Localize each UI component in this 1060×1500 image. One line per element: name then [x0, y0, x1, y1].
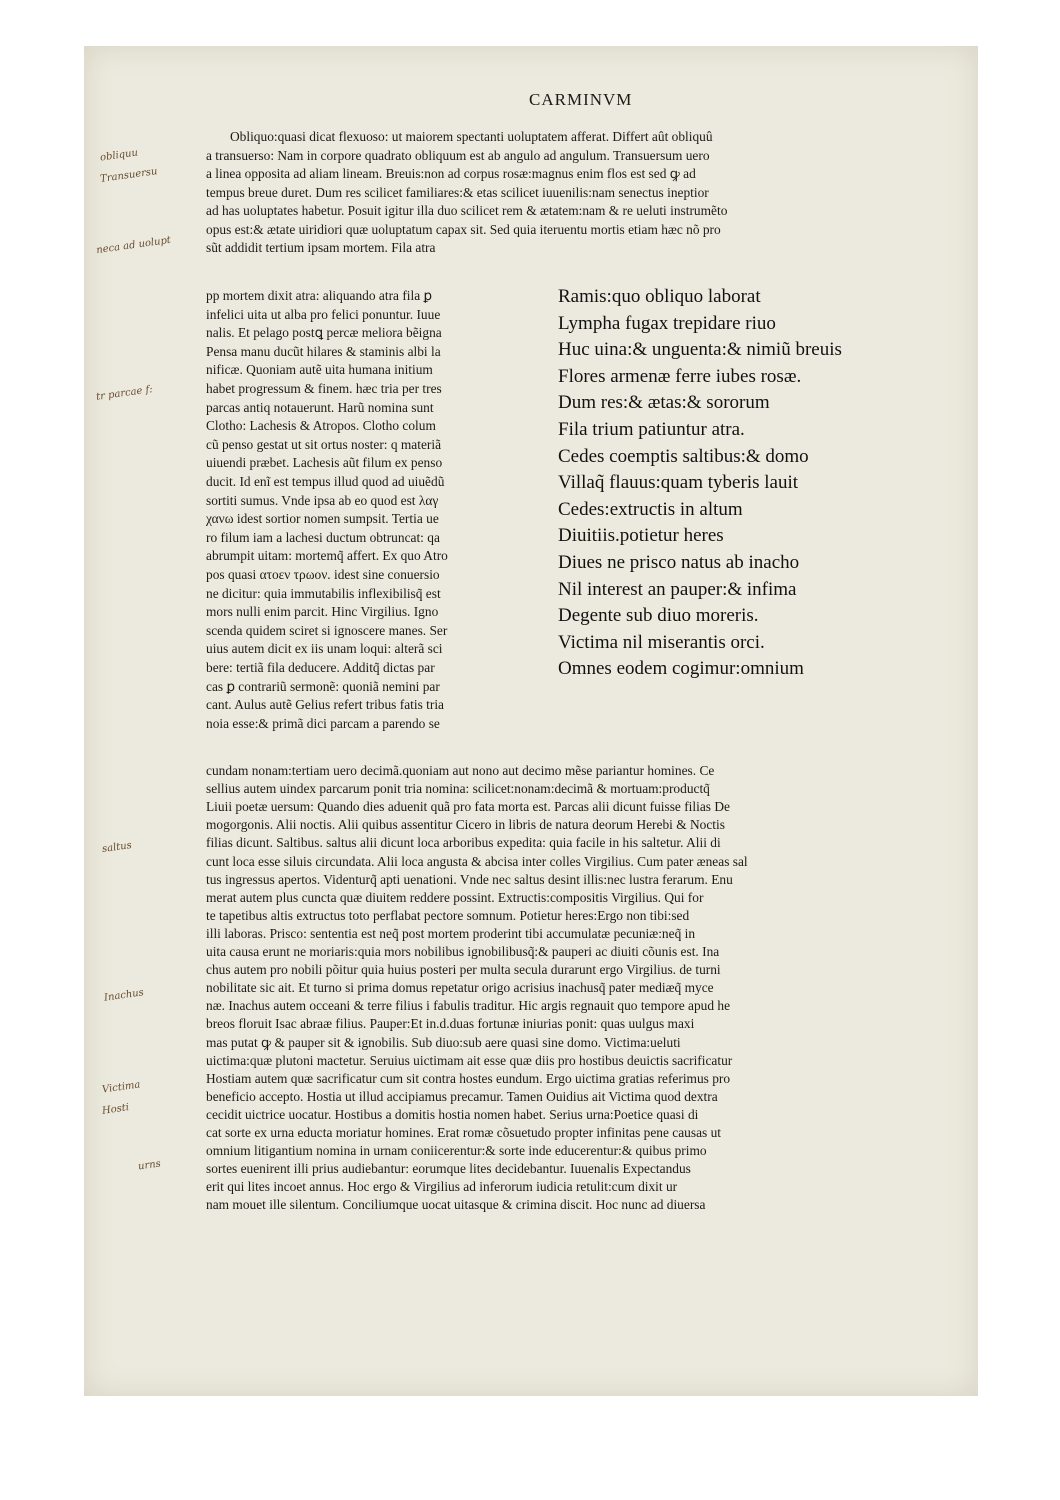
poem-verse: Fila trium patiuntur atra.	[558, 419, 745, 440]
marginal-note: urns	[137, 1158, 162, 1173]
commentary-line: næ. Inachus autem occeani & terre filius i fabulis traditur. Hic argis regnauit quo tempore apud he	[206, 998, 731, 1014]
commentary-line: opus est:& ætate uiridiori quæ uoluptatum capax sit. Sed quia iteruentu mortis etiam hæc nõ pro	[206, 221, 721, 237]
poem-verse: Huc uina:& unguenta:& nimiũ breuis	[558, 339, 842, 361]
poem-verse: Diues ne prisco natus ab inacho	[558, 552, 800, 573]
commentary-line: mors nulli enim parcit. Hinc Virgilius. Igno	[206, 604, 439, 620]
commentary-line: a transuerso: Nam in corpore quadrato obliquum est ab angulo ad angulum. Transuersum uero	[206, 147, 710, 163]
commentary-line: nificæ. Quoniam autẽ uita humana initium	[206, 362, 433, 378]
commentary-line: cecidit uictrice uocatur. Hostibus a domitis hostia nomen habet. Serius urna:Poetice quasi di	[206, 1106, 699, 1122]
poem-verse: Cedes coemptis saltibus:& domo	[558, 445, 809, 467]
commentary-line: Pensa manu ducũt hilares & staminis albi la	[206, 343, 441, 359]
commentary-line: ro filum iam a lachesi ductum obtruncat: qa	[206, 529, 440, 545]
poem-verse: Omnes eodem cogimur:omnium	[558, 658, 804, 680]
commentary-line: sellius autem uindex parcarum ponit tria nomina: scilicet:nonam:decimã & mortuam:productq̃	[206, 781, 710, 797]
commentary-line: cant. Aulus autẽ Gelius refert tribus fatis tria	[206, 697, 444, 713]
commentary-line: omnium litigantium nomina in urnam coniicerentur:& sorte inde educerentur:& quibus primo	[206, 1143, 707, 1159]
commentary-line: χανω idest sortior nomen sumpsit. Tertia ue	[206, 511, 439, 527]
commentary-line: tempus breue duret. Dum res scilicet familiares:& etas scilicet iuuenilis:nam senectus ineptior	[206, 184, 709, 200]
commentary-line: mogorgonis. Alii noctis. Alii quibus assentitur Cicero in libris de natura deorum Herebi & Noctis	[206, 817, 725, 833]
commentary-line: habet progressum & finem. hæc tria per tres	[206, 381, 442, 396]
commentary-line: uius autem dicit ex iis unam loqui: alterã sci	[206, 641, 443, 657]
commentary-line: beneficio accepto. Hostia ut illud accipiamus precamur. Tamen Ouidius ait Victima quod dextra	[206, 1088, 718, 1104]
poem-verse: Victima nil miserantis orci.	[558, 631, 765, 653]
poem-verse: Cedes:extructis in altum	[558, 498, 743, 520]
commentary-line: uictima:quæ plutoni mactetur. Seruius uictimam ait esse quæ diis pro hostibus deuictis sacrificatur	[206, 1052, 733, 1068]
poem-verse: Ramis:quo obliquo laborat	[558, 286, 761, 307]
marginal-note: tr parcae f:	[95, 384, 154, 403]
commentary-line: sortes euenirent illi prius audiebantur: eorumque lites decidebantur. Iuuenalis Expectandus	[206, 1161, 691, 1177]
marginal-note: neca ad uolupt	[95, 234, 172, 257]
commentary-line: filias dicunt. Saltibus. saltus alii dicunt loca arboribus expedita: quia facile in his saltetur. Alii di	[206, 835, 721, 851]
commentary-line: te tapetibus altis extructus toto perflabat pectore somnum. Potietur heres:Ergo non tibi:sed	[206, 907, 690, 923]
commentary-line: chus autem pro nobili põitur quia huius posteri per multa secula durarunt ergo Virgilius. de turni	[206, 962, 721, 978]
commentary-line: Liuii poetæ uersum: Quando dies aduenit quã pro fata morta est. Parcas alii dicunt fuisse filias De	[206, 799, 730, 815]
poem-verse: Lympha fugax trepidare riuo	[558, 312, 776, 334]
commentary-line: a linea opposita ad aliam lineam. Breuis:non ad corpus rosæ:magnus enim flos est sed ꝙ ad	[206, 166, 696, 181]
marginal-note: Transuersu	[99, 166, 159, 185]
commentary-line: cũ penso gestat ut sit ortus noster: q materiã	[206, 436, 442, 452]
commentary-line: abrumpit uitam: mortemq̃ affert. Ex quo Atro	[206, 548, 448, 564]
page-header: CARMINVM	[529, 90, 633, 109]
commentary-line: sũt addidit tertium ipsam mortem. Fila atra	[206, 240, 436, 255]
marginal-note: saltus	[101, 839, 133, 856]
commentary-line: infelici uita ut alba pro felici ponuntur. Iuue	[206, 306, 441, 322]
commentary-line: uita causa erunt ne moriaris:quia mors nobilibus ignobilibusq̃:& pauperi ac diuiti cõunis est. Ina	[206, 944, 720, 959]
commentary-line: pp mortem dixit atra: aliquando atra fila ꝑ	[206, 288, 433, 303]
commentary-line: scenda quidem sciret si ignoscere manes. Ser	[206, 622, 448, 638]
commentary-line: nam mouet ille silentum. Conciliumque uocat uitasque & crimina discit. Hoc nunc ad diuersa	[206, 1197, 706, 1213]
marginal-note: obliquu	[99, 147, 139, 164]
poem-verse: Flores armenæ ferre iubes rosæ.	[558, 365, 802, 387]
commentary-line: mas putat ꝙ & pauper sit & ignobilis. Sub diuo:sub aere quasi sine domo. Victima:ueluti	[206, 1034, 681, 1050]
commentary-line: Obliquo:quasi dicat flexuoso: ut maiorem spectanti uoluptatem afferat. Differt aût obliquû	[230, 129, 713, 144]
commentary-line: cas ꝑ contrariũ sermonẽ: quoniã nemini par	[206, 678, 440, 694]
commentary-line: pos quasi ατοεν τρωον. idest sine conuersio	[206, 567, 440, 582]
commentary-line: ad has uoluptates habetur. Posuit igitur illa duo scilicet rem & ætatem:nam & re ueluti instrumẽto	[206, 203, 728, 218]
commentary-line: bere: tertiã fila deducere. Additq̃ dictas par	[206, 660, 435, 675]
poem-verse: Diuitiis.potietur heres	[558, 525, 724, 547]
marginal-note: Inachus	[103, 987, 145, 1004]
commentary-line: sortiti sumus. Vnde ipsa ab eo quod est λαγ	[206, 492, 439, 508]
commentary-line: nobilitate sic ait. Et turno si prima domus repetatur origo acrisius inachusq̃ pater mediæq̃ myce	[206, 980, 714, 996]
poem-verse: Nil interest an pauper:& infima	[558, 578, 797, 600]
marginal-note: Victima	[101, 1079, 142, 1096]
commentary-line: tus ingressus apertos. Videnturq̃ apti uenationi. Vnde nec saltus desint illis:nec lustra ferarum. Enu	[206, 871, 733, 887]
poem-verse: Villaq̃ flauus:quam tyberis lauit	[558, 472, 799, 494]
commentary-line: ne dicitur: quia immutabilis inflexibilisq̃ est	[206, 585, 441, 601]
commentary-line: cat sorte ex urna educta moriatur homines. Erat romæ cõsuetudo propter infinitas pene causas ut	[206, 1125, 722, 1140]
commentary-line: Hostiam autem quæ sacrificatur cum sit contra hostes eundum. Ergo uictima gratias referimus pro	[206, 1070, 731, 1086]
poem-verse: Degente sub diuo moreris.	[558, 605, 759, 627]
commentary-line: ducit. Id enĩ est tempus illud quod ad uiuẽdũ	[206, 474, 445, 489]
commentary-line: Clotho: Lachesis & Atropos. Clotho colum	[206, 418, 436, 434]
poem-verse: Dum res:& ætas:& sororum	[558, 392, 770, 414]
commentary-line: breos floruit Isac abraæ filius. Pauper:Et in.d.duas fortunæ iniurias ponit: quas uulgus maxi	[206, 1016, 695, 1032]
commentary-line: illi laboras. Prisco: sententia est neq̃ post mortem proderint tibi accumulatæ pecuniæ:neq̃ in	[206, 925, 696, 941]
commentary-line: cunt loca esse siluis circundata. Alii loca angusta & abcisa inter colles Virgilius. Cum pater æneas sal	[206, 853, 748, 869]
commentary-line: erit qui lites incoet annus. Hoc ergo & Virgilius ad inferorum iudicia retulit:cum dixit ur	[206, 1179, 678, 1195]
marginal-note: Hosti	[101, 1102, 130, 1117]
commentary-line: parcas antiq notauerunt. Harũ nomina sunt	[206, 399, 434, 415]
commentary-line: noia esse:& primã dici parcam a parendo se	[206, 715, 440, 731]
commentary-line: uiuendi præbet. Lachesis aũt filum ex penso	[206, 455, 443, 471]
commentary-line: merat autem plus cuncta quæ diuitem reddere possint. Extructis:compositis Virgilius. Qui for	[206, 889, 704, 905]
commentary-line: nalis. Et pelago postꝗ percæ meliora bẽigna	[206, 325, 442, 341]
commentary-line: cundam nonam:tertiam uero decimã.quoniam aut nono aut decimo mẽse pariantur homines. Ce	[206, 763, 715, 778]
